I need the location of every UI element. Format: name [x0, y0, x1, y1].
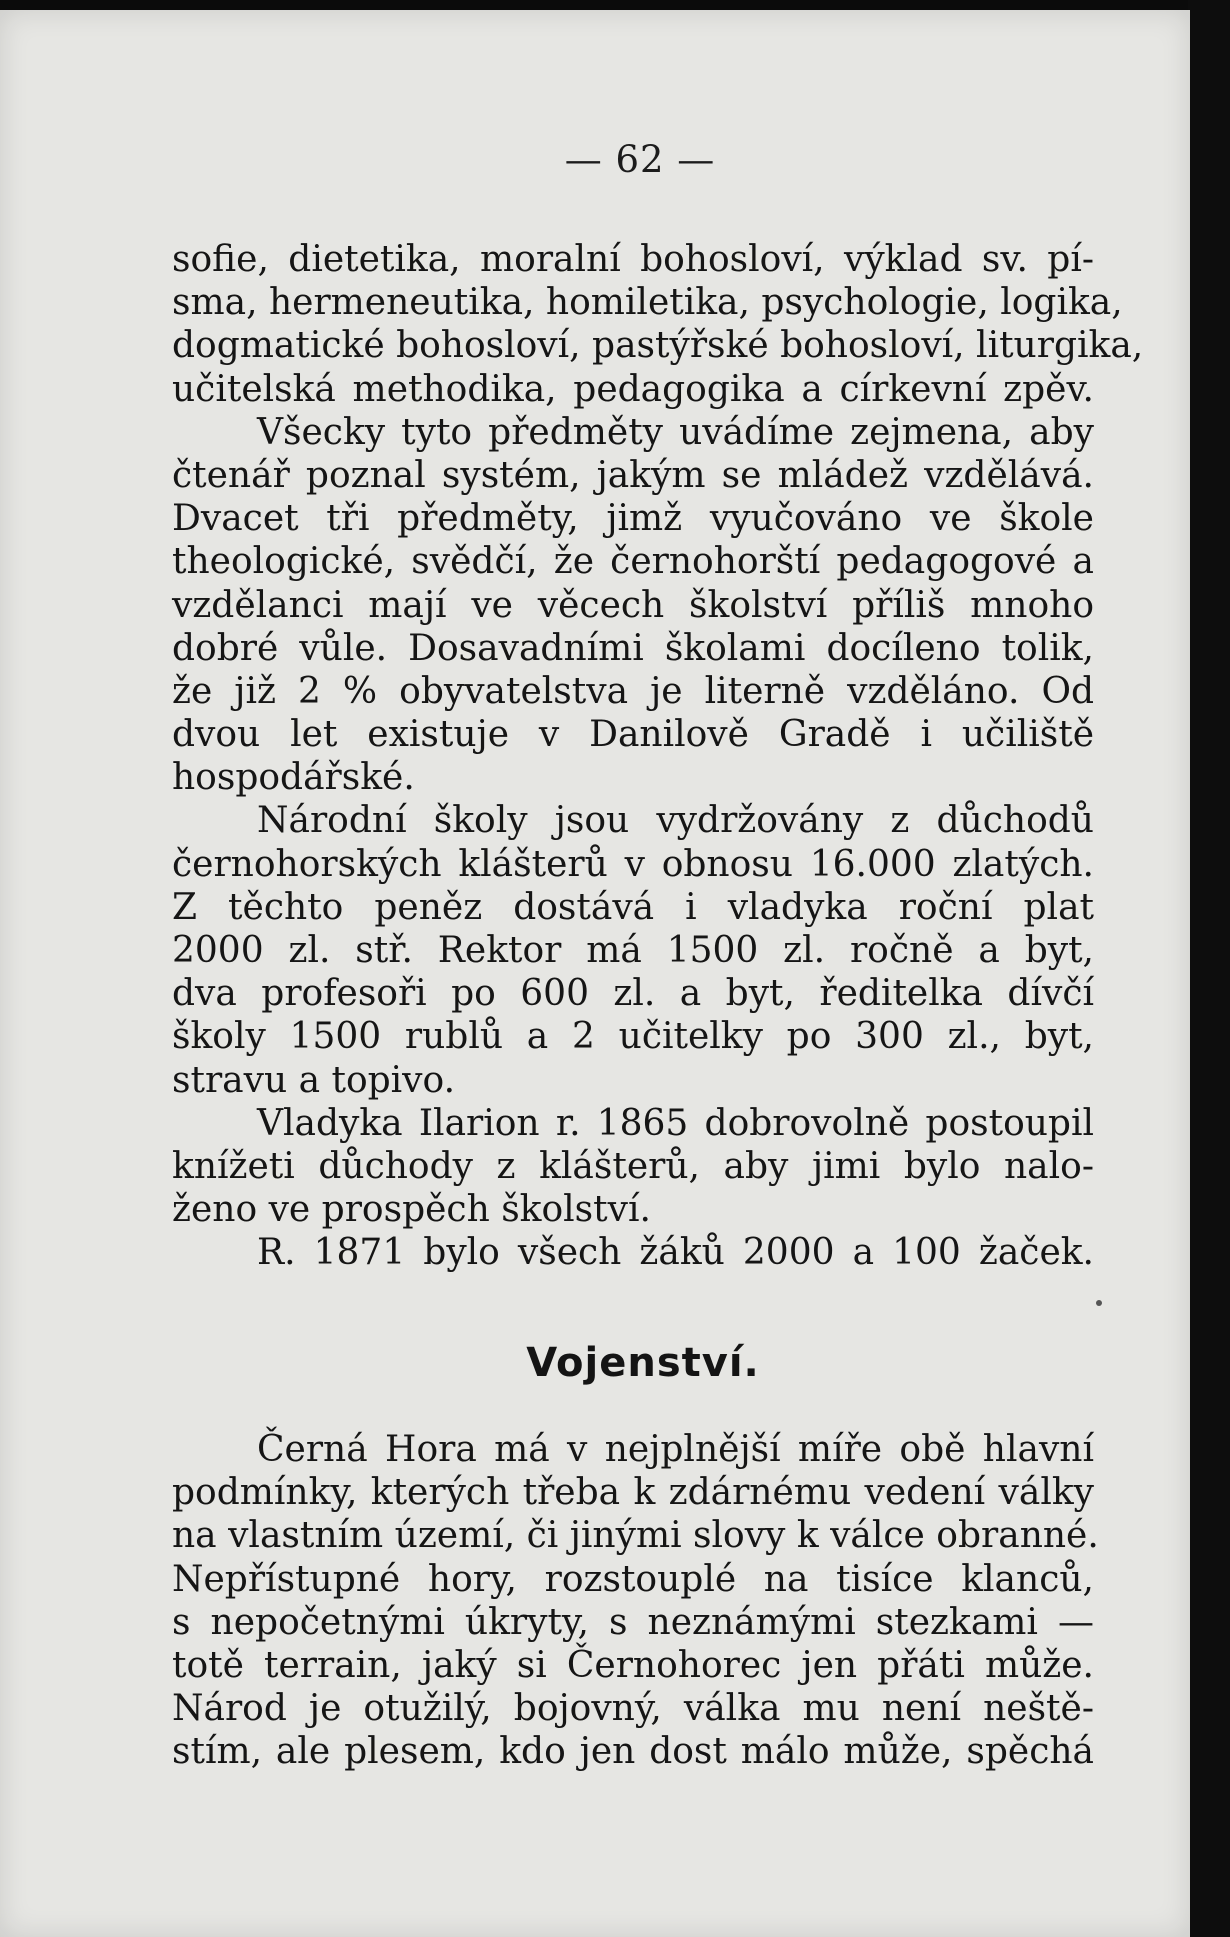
text-line: dogmatické bohosloví, pastýřské bohosloví, liturgika,	[172, 325, 1144, 367]
text-line: Z těchto peněz dostává i vladyka roční plat	[172, 886, 1094, 928]
text-line: Všecky tyto předměty uvádíme zejmena, aby	[257, 411, 1094, 453]
text-line: hospodářské.	[172, 757, 415, 799]
text-line: černohorských klášterů v obnosu 16.000 zlatých.	[172, 843, 1094, 885]
text-line: dvou let existuje v Danilově Gradě i učiliště	[172, 714, 1094, 756]
text-line: podmínky, kterých třeba k zdárnému vedení války	[172, 1472, 1094, 1514]
text-line: sofie, dietetika, moralní bohosloví, výklad sv. pí-	[172, 239, 1094, 280]
text-line: Nepřístupné hory, rozstouplé na tisíce klanců,	[172, 1558, 1094, 1600]
text-line: R. 1871 bylo všech žáků 2000 a 100 žaček.	[257, 1232, 1094, 1274]
paragraph-schools	[172, 238, 1144, 1275]
text-line: s nepočetnými úkryty, s neznámými stezkami —	[172, 1601, 1094, 1643]
text-line: dobré vůle. Dosavadními školami docíleno tolik,	[172, 627, 1094, 669]
book-page	[0, 10, 1190, 1937]
text-line: stravu a topivo.	[172, 1059, 456, 1101]
text-line: Národ je otužilý, bojovný, válka mu není neště-	[172, 1688, 1094, 1730]
ink-speck	[1096, 1300, 1102, 1306]
text-line: knížeti důchody z klášterů, aby jimi bylo nalo-	[172, 1145, 1094, 1187]
text-line: že již 2 % obyvatelstva je literně vzděláno. Od	[172, 670, 1094, 712]
text-line: Dvacet tři předměty, jimž vyučováno ve škole	[172, 498, 1094, 540]
text-line: Národní školy jsou vydržovány z důchodů	[257, 800, 1094, 842]
section-heading: Vojenství.	[526, 1340, 760, 1386]
page-number: — 62 —	[564, 138, 716, 181]
text-line: sma, hermeneutika, homiletika, psychologie, logika,	[172, 282, 1123, 324]
text-line: theologické, svědčí, že černohorští pedagogové a	[172, 541, 1094, 583]
text-line: Vladyka Ilarion r. 1865 dobrovolně postoupil	[257, 1102, 1094, 1144]
text-line: školy 1500 rublů a 2 učitelky po 300 zl., byt,	[172, 1016, 1094, 1058]
text-line: ženo ve prospěch školství.	[172, 1189, 651, 1231]
scan-border-right	[1188, 0, 1230, 1937]
text-line: 2000 zl. stř. Rektor má 1500 zl. ročně a byt,	[172, 930, 1094, 971]
text-line: vzdělanci mají ve věcech školství příliš mnoho	[172, 584, 1094, 626]
text-line: čtenář poznal systém, jakým se mládež vzdělává.	[172, 454, 1094, 496]
text-line: na vlastním území, či jinými slovy k válce obranné.	[172, 1515, 1099, 1557]
text-line: učitelská methodika, pedagogika a církevní zpěv.	[172, 368, 1094, 410]
text-line: Černá Hora má v nejplnější míře obě hlavní	[257, 1429, 1094, 1470]
paragraph-military	[172, 1428, 1099, 1774]
text-line: totě terrain, jaký si Černohorec jen přáti může.	[172, 1644, 1094, 1686]
text-line: stím, ale plesem, kdo jen dost málo může, spěchá	[172, 1731, 1094, 1773]
text-line: dva profesoři po 600 zl. a byt, ředitelka dívčí	[172, 973, 1094, 1015]
